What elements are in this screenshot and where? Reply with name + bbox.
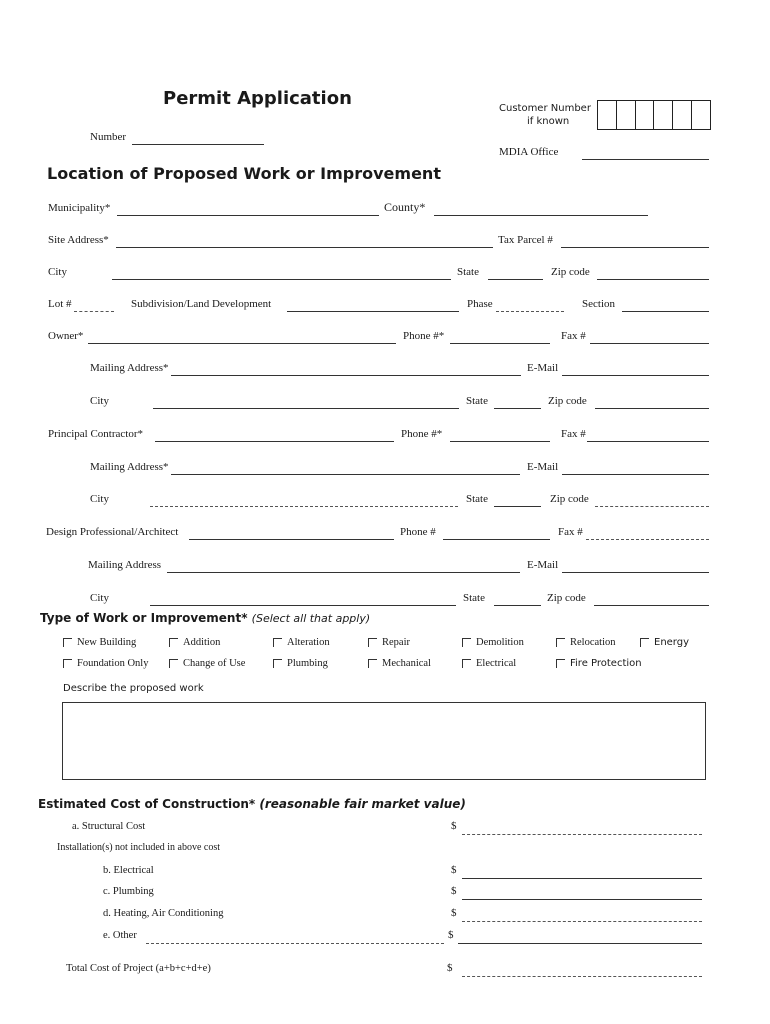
cost-note: (reasonable fair market value) xyxy=(259,797,466,811)
checkbox-icon[interactable] xyxy=(63,638,72,647)
number-label: Number xyxy=(90,131,127,143)
designer-city-label: City xyxy=(90,592,109,604)
designer-city-field[interactable] xyxy=(150,605,456,606)
owner-email-field[interactable] xyxy=(562,375,709,376)
checkbox-change-of-use[interactable] xyxy=(169,658,245,669)
work-type-note: (Select all that apply) xyxy=(251,612,371,625)
municipality-label: Municipality* xyxy=(48,202,111,214)
structural-currency: $ xyxy=(451,820,457,832)
checkbox-alteration[interactable] xyxy=(273,637,330,648)
checkbox-icon[interactable] xyxy=(169,638,178,647)
contractor-mailing-field[interactable] xyxy=(171,474,520,475)
contractor-zip-label: Zip code xyxy=(550,493,589,505)
site-zip-field[interactable] xyxy=(597,279,709,280)
checkbox-repair[interactable] xyxy=(368,637,410,648)
structural-cost-field[interactable] xyxy=(462,834,702,835)
customer-number-cell[interactable] xyxy=(654,101,673,129)
tax-parcel-field[interactable] xyxy=(561,247,709,248)
describe-work-label: Describe the proposed work xyxy=(63,683,204,694)
customer-number-label: Customer Number xyxy=(499,103,591,114)
customer-number-cell[interactable] xyxy=(636,101,655,129)
lot-label: Lot # xyxy=(48,298,72,310)
subdivision-field[interactable] xyxy=(287,311,459,312)
owner-mailing-label: Mailing Address* xyxy=(90,362,169,374)
county-field[interactable] xyxy=(434,215,648,216)
other-description-field[interactable] xyxy=(146,943,444,944)
checkbox-label: New Building xyxy=(77,637,137,648)
owner-fax-field[interactable] xyxy=(590,343,709,344)
phase-label: Phase xyxy=(467,298,493,310)
plumbing-currency: $ xyxy=(451,885,457,897)
total-currency: $ xyxy=(447,962,453,974)
owner-city-field[interactable] xyxy=(153,408,459,409)
customer-number-cell[interactable] xyxy=(692,101,710,129)
installations-note: Installation(s) not included in above cost xyxy=(57,842,221,853)
checkbox-icon[interactable] xyxy=(368,638,377,647)
section-label: Section xyxy=(582,298,615,310)
owner-fax-label: Fax # xyxy=(561,330,586,342)
checkbox-label: Mechanical xyxy=(382,658,431,669)
designer-zip-label: Zip code xyxy=(547,592,586,604)
owner-phone-field[interactable] xyxy=(450,343,550,344)
plumbing-cost-label: c. Plumbing xyxy=(103,886,154,897)
work-type-heading xyxy=(40,611,370,625)
plumbing-cost-field[interactable] xyxy=(462,899,702,900)
checkbox-new-building[interactable] xyxy=(63,637,136,648)
lot-field[interactable] xyxy=(74,311,114,312)
site-address-field[interactable] xyxy=(116,247,493,248)
tax-parcel-label: Tax Parcel # xyxy=(498,234,553,246)
checkbox-demolition[interactable] xyxy=(462,637,524,648)
designer-state-field[interactable] xyxy=(494,605,541,606)
site-state-label: State xyxy=(457,266,479,278)
designer-phone-field[interactable] xyxy=(443,539,550,540)
checkbox-icon[interactable] xyxy=(273,638,282,647)
checkbox-label: Relocation xyxy=(570,637,616,648)
checkbox-energy[interactable] xyxy=(640,637,689,648)
checkbox-icon[interactable] xyxy=(640,638,649,647)
owner-zip-field[interactable] xyxy=(595,408,709,409)
county-label: County* xyxy=(384,200,426,214)
contractor-state-field[interactable] xyxy=(494,506,541,507)
contractor-email-field[interactable] xyxy=(562,474,709,475)
electrical-cost-field[interactable] xyxy=(462,878,702,879)
checkbox-label: Energy xyxy=(654,637,690,648)
contractor-field[interactable] xyxy=(155,441,394,442)
mdia-office-label: MDIA Office xyxy=(499,146,559,158)
checkbox-label: Electrical xyxy=(476,658,517,669)
checkbox-icon[interactable] xyxy=(556,659,565,668)
hvac-currency: $ xyxy=(451,907,457,919)
hvac-cost-label: d. Heating, Air Conditioning xyxy=(103,908,224,919)
location-heading: Location of Proposed Work or Improvement xyxy=(47,164,441,183)
other-cost-label: e. Other xyxy=(103,930,137,941)
checkbox-label: Repair xyxy=(382,637,410,648)
customer-number-cell[interactable] xyxy=(673,101,692,129)
checkbox-mechanical[interactable] xyxy=(368,658,431,669)
municipality-field[interactable] xyxy=(117,215,379,216)
total-cost-label: Total Cost of Project (a+b+c+d+e) xyxy=(66,963,211,974)
designer-phone-label: Phone # xyxy=(400,526,436,538)
designer-email-field[interactable] xyxy=(562,572,709,573)
contractor-label: Principal Contractor* xyxy=(48,428,144,440)
checkbox-label: Addition xyxy=(183,637,221,648)
owner-state-field[interactable] xyxy=(494,408,541,409)
designer-field[interactable] xyxy=(189,539,394,540)
section-field[interactable] xyxy=(622,311,709,312)
contractor-city-field[interactable] xyxy=(150,506,458,507)
contractor-fax-field[interactable] xyxy=(587,441,709,442)
checkbox-icon[interactable] xyxy=(556,638,565,647)
subdivision-label: Subdivision/Land Development xyxy=(131,298,272,310)
checkbox-icon[interactable] xyxy=(368,659,377,668)
hvac-cost-field[interactable] xyxy=(462,921,702,922)
checkbox-icon[interactable] xyxy=(63,659,72,668)
designer-fax-label: Fax # xyxy=(558,526,583,538)
checkbox-foundation-only[interactable] xyxy=(63,658,148,669)
owner-city-label: City xyxy=(90,395,109,407)
designer-label: Design Professional/Architect xyxy=(46,526,179,538)
owner-field[interactable] xyxy=(88,343,396,344)
checkbox-label: Demolition xyxy=(476,637,524,648)
other-cost-field[interactable] xyxy=(458,943,702,944)
site-state-field[interactable] xyxy=(488,279,543,280)
structural-cost-label: a. Structural Cost xyxy=(72,821,146,832)
electrical-currency: $ xyxy=(451,864,457,876)
site-city-label: City xyxy=(48,266,67,278)
checkbox-fire-protection[interactable] xyxy=(556,658,642,669)
owner-label: Owner* xyxy=(48,330,84,342)
number-field[interactable] xyxy=(132,144,264,145)
customer-number-sublabel: if known xyxy=(527,116,570,127)
site-city-field[interactable] xyxy=(112,279,451,280)
designer-state-label: State xyxy=(463,592,485,604)
customer-number-boxes[interactable] xyxy=(597,100,711,130)
checkbox-icon[interactable] xyxy=(273,659,282,668)
contractor-phone-field[interactable] xyxy=(450,441,550,442)
checkbox-icon[interactable] xyxy=(462,638,471,647)
contractor-city-label: City xyxy=(90,493,109,505)
contractor-email-label: E-Mail xyxy=(527,461,559,473)
contractor-mailing-label: Mailing Address* xyxy=(90,461,169,473)
mdia-office-field[interactable] xyxy=(582,159,709,160)
checkbox-icon[interactable] xyxy=(462,659,471,668)
contractor-fax-label: Fax # xyxy=(561,428,586,440)
contractor-state-label: State xyxy=(466,493,488,505)
designer-mailing-label: Mailing Address xyxy=(88,559,162,571)
checkbox-addition[interactable] xyxy=(169,637,220,648)
owner-email-label: E-Mail xyxy=(527,362,559,374)
designer-mailing-field[interactable] xyxy=(167,572,520,573)
checkbox-label: Change of Use xyxy=(183,658,246,669)
describe-work-textarea[interactable] xyxy=(62,702,706,780)
owner-phone-label: Phone #* xyxy=(403,330,445,342)
checkbox-relocation[interactable] xyxy=(556,637,616,648)
designer-fax-field[interactable] xyxy=(586,539,709,540)
site-zip-label: Zip code xyxy=(551,266,590,278)
contractor-phone-label: Phone #* xyxy=(401,428,443,440)
other-currency: $ xyxy=(448,929,454,941)
checkbox-electrical[interactable] xyxy=(462,658,516,669)
designer-email-label: E-Mail xyxy=(527,559,559,571)
checkbox-icon[interactable] xyxy=(169,659,178,668)
site-address-label: Site Address* xyxy=(48,234,109,246)
checkbox-label: Alteration xyxy=(287,637,330,648)
cost-heading-text: Estimated Cost of Construction* xyxy=(38,797,256,811)
page-title: Permit Application xyxy=(163,88,352,109)
owner-mailing-field[interactable] xyxy=(171,375,521,376)
electrical-cost-label: b. Electrical xyxy=(103,865,154,876)
cost-heading xyxy=(38,797,466,811)
owner-zip-label: Zip code xyxy=(548,395,587,407)
checkbox-label: Foundation Only xyxy=(77,658,149,669)
phase-field[interactable] xyxy=(496,311,564,312)
designer-zip-field[interactable] xyxy=(594,605,709,606)
customer-number-cell[interactable] xyxy=(598,101,617,129)
contractor-zip-field[interactable] xyxy=(595,506,709,507)
customer-number-cell[interactable] xyxy=(617,101,636,129)
checkbox-plumbing[interactable] xyxy=(273,658,328,669)
work-type-heading-text: Type of Work or Improvement* xyxy=(40,611,248,625)
owner-state-label: State xyxy=(466,395,488,407)
checkbox-label: Plumbing xyxy=(287,658,328,669)
checkbox-label: Fire Protection xyxy=(570,658,642,669)
total-cost-field[interactable] xyxy=(462,976,702,977)
